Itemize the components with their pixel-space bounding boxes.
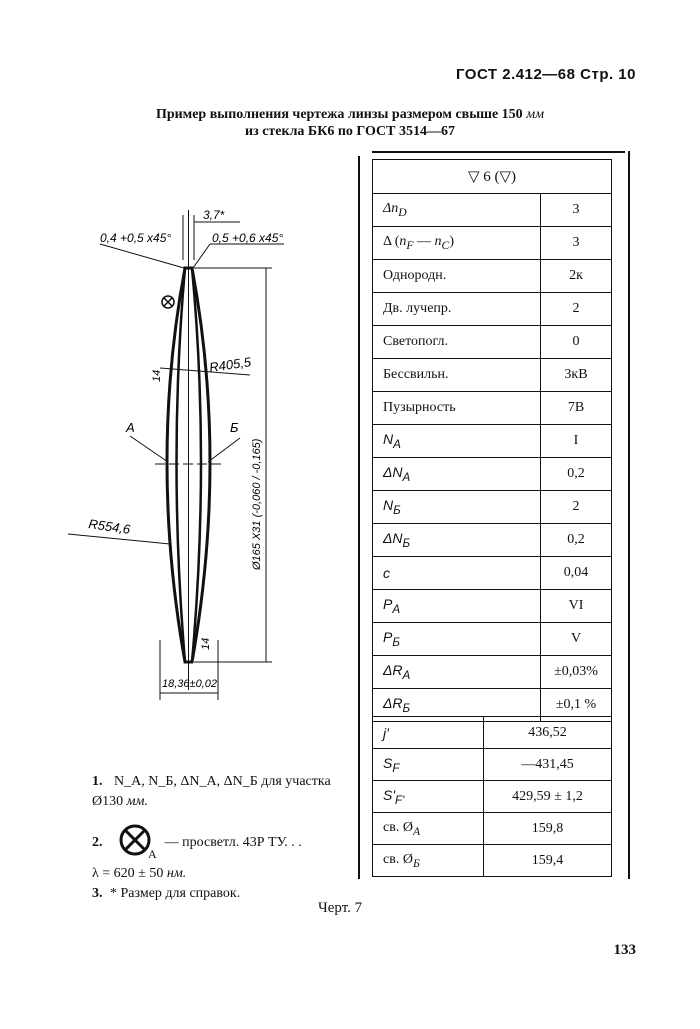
table-row: [373, 813, 612, 845]
note-2-number: 2.: [92, 835, 103, 850]
note-1-line2: [92, 792, 362, 812]
param-value: 0: [541, 326, 612, 359]
table-row: [373, 590, 612, 623]
chamfer-right-label: 0,5 +0,6 x45°: [212, 231, 284, 245]
frame-top-line: [372, 151, 625, 153]
label-a: А: [126, 420, 135, 435]
chamfer-left-label: 0,4 +0,5 x45°: [100, 231, 172, 245]
param-key: $P_Б$: [373, 623, 541, 656]
note-2-lambda: λ = 620 ± 50: [92, 866, 164, 881]
param-key: Δ ($n_F$ — $n_C$): [373, 227, 541, 260]
param-key: $P_A$: [373, 590, 541, 623]
param-key: j': [373, 717, 484, 749]
param-key: $S'_{F'}$: [373, 781, 484, 813]
param-key: $\Delta N_Б$: [373, 524, 541, 557]
param-key: $\Delta n_D$: [373, 194, 541, 227]
param-value: ±0,03%: [541, 656, 612, 689]
note-3-text: * Размер для справок.: [110, 886, 241, 901]
label-a-leader: [130, 436, 168, 462]
table-row: [373, 524, 612, 557]
param-value: 159,4: [484, 845, 612, 877]
parameters-table: [372, 159, 612, 722]
param-value: 2: [541, 293, 612, 326]
param-value: VI: [541, 590, 612, 623]
roughness-header: ▽ 6 (▽): [373, 160, 612, 194]
param-key: $\Delta R_Б$: [373, 689, 541, 722]
note-1-text: N_A, N_Б, ΔN_A, ΔN_Б для участка: [114, 774, 331, 789]
notes: [92, 772, 362, 904]
note-2-line2: [92, 864, 362, 884]
table-row: [373, 260, 612, 293]
table-row: [373, 425, 612, 458]
table-row: [373, 491, 612, 524]
optical-constants-table: [372, 716, 612, 877]
param-value: 436,52: [484, 717, 612, 749]
param-value: —431,45: [484, 749, 612, 781]
param-value: 0,04: [541, 557, 612, 590]
table-row: [373, 845, 612, 877]
param-key: св. $Ø_A$: [373, 813, 484, 845]
thickness-ref-label: 3,7*: [203, 208, 225, 222]
chamfer-right-leader: [193, 244, 210, 268]
title-line1: Пример выполнения чертежа линзы размером свыше 150: [155, 107, 523, 122]
page-number: 133: [613, 942, 636, 958]
table-row: [373, 749, 612, 781]
radius-b-label: R554,6: [87, 516, 132, 537]
frame-right-line: [628, 151, 630, 879]
param-key: $N_A$: [373, 425, 541, 458]
param-value: ±0,1 %: [541, 689, 612, 722]
figure-caption: Черт. 7: [318, 900, 363, 916]
param-value: 429,59 ± 1,2: [484, 781, 612, 813]
note-1-text2: Ø130: [92, 794, 124, 809]
lens-drawing: [60, 200, 290, 710]
roughness-right-label: 14: [200, 637, 212, 650]
page-header: ГОСТ 2.412—68 Стр. 10: [455, 66, 636, 83]
param-key: $\Delta R_A$: [373, 656, 541, 689]
title-unit: мм: [526, 107, 545, 122]
page-title: [100, 106, 600, 140]
param-value: 0,2: [541, 524, 612, 557]
param-value: 159,8: [484, 813, 612, 845]
title-line2: из стекла БК6 по ГОСТ 3514—67: [245, 124, 455, 139]
param-key: Светопогл.: [373, 326, 541, 359]
note-1-unit: мм.: [126, 794, 148, 809]
note-2: [92, 822, 362, 864]
diameter-label: Ø165 X31 (-0,060 / -0,165): [251, 438, 263, 570]
label-b-leader: [208, 438, 240, 462]
table-row: [373, 194, 612, 227]
table-row: [373, 458, 612, 491]
note-1-number: 1.: [92, 774, 103, 789]
table-row: [373, 557, 612, 590]
param-key: $N_Б$: [373, 491, 541, 524]
table-row: [373, 293, 612, 326]
note-2-unit: нм.: [166, 866, 187, 881]
param-key: св. $Ø_Б$: [373, 845, 484, 877]
label-b: Б: [230, 420, 239, 435]
table-row: [373, 623, 612, 656]
table-row: [373, 717, 612, 749]
table-row: [373, 326, 612, 359]
note-1: [92, 772, 362, 792]
param-value: 2: [541, 491, 612, 524]
table-row: [373, 781, 612, 813]
radius-a-label: R405,5: [208, 354, 252, 375]
param-value: 3: [541, 227, 612, 260]
param-key: $\Delta N_A$: [373, 458, 541, 491]
note-2-text: — просветл. 43Р ТУ. . .: [164, 835, 302, 850]
param-key: Однородн.: [373, 260, 541, 293]
param-value: V: [541, 623, 612, 656]
table-row: [373, 656, 612, 689]
param-value: 3: [541, 194, 612, 227]
param-value: 7В: [541, 392, 612, 425]
roughness-left-label: 14: [151, 369, 163, 382]
param-key: c: [373, 557, 541, 590]
param-key: Бессвильн.: [373, 359, 541, 392]
param-value: 2к: [541, 260, 612, 293]
thickness-label: 18,36±0,02: [162, 678, 217, 690]
param-value: 3кВ: [541, 359, 612, 392]
frame-left-line: [358, 156, 360, 879]
lens-inner-left: [177, 268, 186, 662]
param-key: Пузырность: [373, 392, 541, 425]
param-value: I: [541, 425, 612, 458]
param-value: 0,2: [541, 458, 612, 491]
table-row: [373, 359, 612, 392]
note-3-number: 3.: [92, 886, 103, 901]
table-row: [373, 227, 612, 260]
param-key: $S_F$: [373, 749, 484, 781]
chamfer-left-leader: [100, 244, 184, 268]
table-row: [373, 392, 612, 425]
radius-b-leader: [68, 534, 170, 544]
param-key: Дв. лучепр.: [373, 293, 541, 326]
note-2-sub: A: [148, 847, 157, 861]
